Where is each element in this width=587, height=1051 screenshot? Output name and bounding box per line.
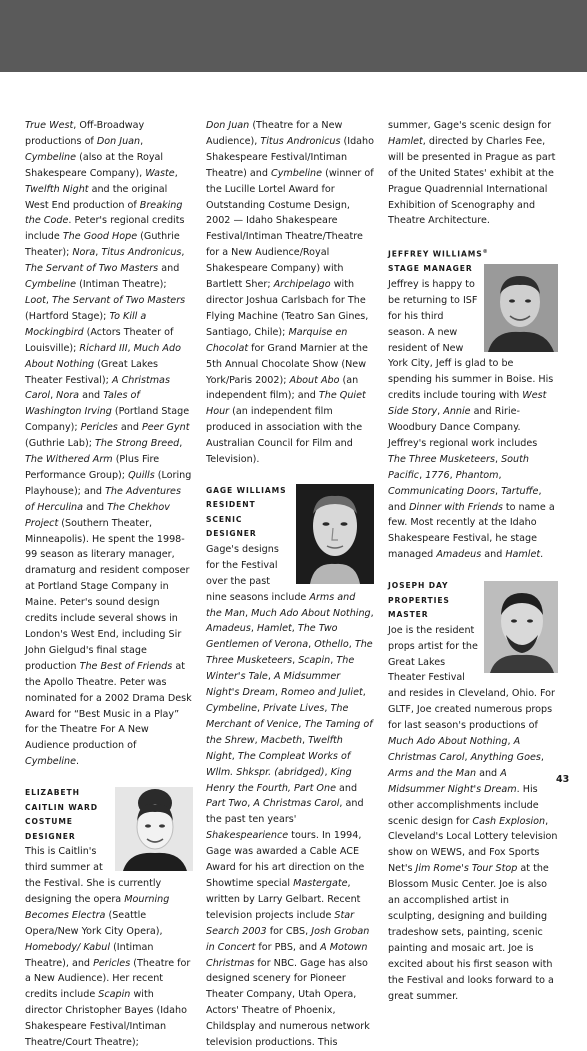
elizabeth-bio-continued — [206, 118, 374, 468]
bio-text-joseph — [388, 623, 558, 1005]
text-segment: . His other accomplishments include scenic design for — [388, 783, 539, 827]
text-segment: , — [267, 671, 274, 683]
text-segment: for PBS, and — [255, 941, 321, 953]
text-segment: . — [540, 549, 544, 561]
work-title: About Abo — [289, 374, 340, 386]
text-segment: and — [476, 767, 501, 779]
text-segment: (Seattle Opera/New York City Opera), — [25, 909, 163, 937]
work-title: Hamlet — [388, 135, 423, 147]
work-title: A Christmas Carol — [25, 374, 170, 402]
work-title: The Withered Arm — [25, 454, 113, 466]
text-segment: , — [494, 453, 502, 465]
work-title: Cymbeline — [271, 167, 323, 179]
bio-text-gage — [206, 542, 374, 1051]
work-title: Much Ado About Nothing — [251, 607, 371, 619]
headshot-photo-jeffrey — [484, 264, 558, 352]
text-segment: with director Joshua Carlsbach for The Flying Machine (Teatro San Gines, Santiago, Chile); — [206, 279, 369, 338]
text-segment: , — [302, 734, 309, 746]
work-title: West Side Story — [388, 390, 547, 418]
text-segment: to name a few. Most recently at the Idaho Shakespeare Festival, he stage managed — [388, 501, 555, 561]
work-title: Annie — [443, 406, 471, 418]
work-title: Twelfth Night — [206, 734, 343, 762]
work-title: True West — [25, 120, 74, 131]
work-title: Amadeus — [436, 549, 482, 561]
text-segment: (Great Lakes Theater Festival); — [25, 358, 159, 386]
text-segment: (Theatre for a New Audience). Her recent credits include — [25, 957, 191, 1001]
work-title: Nora — [56, 390, 80, 402]
work-title: Homebody/ Kabul — [25, 941, 111, 953]
text-segment: and Ririe-Woodbury Dance Company. Jeffrey's regional work includes — [388, 406, 538, 449]
work-title: Dinner with Friends — [409, 501, 503, 513]
text-segment: Joe is the resident props artist for the Great Lakes Theater Festival and resides in Cleveland, Ohio. For GLTF, Joe created numerous props for last season's productions of — [388, 624, 555, 732]
text-segment: , written by Larry Gelbart. Recent television projects include — [206, 877, 361, 921]
work-title: King Henry the Fourth, Part One — [206, 766, 352, 794]
work-title: Jim Rome's Tour Stop — [415, 863, 518, 875]
text-segment: , — [50, 390, 57, 402]
work-title: Part Two — [206, 798, 248, 810]
work-title: Don Juan — [96, 135, 141, 147]
work-title: Much Ado About Nothing — [25, 342, 181, 370]
work-title: The Winter's Tale — [206, 655, 355, 683]
work-title: Tartuffe — [501, 485, 539, 497]
headshot-photo-gage — [296, 484, 374, 584]
text-segment: , — [498, 469, 502, 481]
text-segment: , and — [388, 485, 542, 513]
bio-name-line1: ELIZABETH — [25, 788, 80, 798]
text-segment: summer, Gage's scenic design for — [388, 120, 552, 131]
text-segment: and — [79, 390, 104, 402]
text-segment: , — [324, 703, 331, 714]
bio-name: JOSEPH DAY — [388, 581, 449, 591]
work-title: Loot — [25, 294, 46, 306]
work-title: The Servant of Two Masters — [51, 294, 186, 306]
work-title: Macbeth — [260, 734, 303, 746]
text-segment: (Intiman Theatre); — [76, 279, 167, 291]
text-segment: , — [291, 623, 298, 635]
text-segment: , — [308, 639, 315, 651]
text-segment: and — [83, 501, 108, 513]
text-segment: , Cleveland's Local Lottery television show on WEWS, and Fox Sports Net's — [388, 815, 558, 875]
text-segment: , — [370, 607, 374, 619]
work-title: South Pacific — [388, 453, 529, 481]
text-segment: for Grand Marnier at the 5th Annual Chocolate Show (New York/Paris 2002); — [206, 342, 368, 386]
work-title: Marquise en Chocolat — [206, 326, 348, 354]
work-title: Pericles — [80, 422, 118, 434]
work-title: The Adventures of Herculina — [25, 485, 181, 513]
bio-text-elizabeth — [25, 844, 193, 1051]
work-title: Peer Gynt — [141, 422, 190, 434]
text-segment: (Theatre for a New Audience), — [206, 120, 343, 147]
work-title: Othello — [314, 639, 349, 651]
work-title: Cymbeline — [25, 151, 77, 163]
text-segment: , — [330, 655, 337, 667]
work-title: The Merchant of Venice — [206, 703, 349, 730]
text-segment: at the Blossom Music Center. Joe is also an accomplished artist in sculpting, designing and building tradeshow sets, painting, scenic painting and mosaic art. Joe is excited about his first season with the Festival and looks forward to a great summer. — [388, 863, 554, 1002]
work-title: Private Lives — [263, 703, 325, 714]
bio-role-line2: DESIGNER — [206, 529, 257, 539]
text-segment: , — [179, 438, 183, 450]
text-segment: , — [464, 751, 471, 763]
text-segment: , — [437, 406, 444, 418]
bio-name-line2: CAITLIN WARD — [25, 802, 98, 812]
text-segment: (Intiman Theatre), and — [25, 941, 154, 969]
headshot-photo-joseph — [484, 581, 558, 673]
work-title: The Three Musketeers — [206, 639, 373, 667]
text-segment: (Actors Theater of Louisville); — [25, 326, 174, 354]
peter-bio-continued — [25, 118, 193, 770]
work-title: Mourning Becomes Electra — [25, 893, 170, 921]
bio-role: STAGE MANAGER — [388, 264, 473, 274]
text-segment: , — [254, 734, 261, 746]
text-segment: (an independent film); and — [206, 374, 359, 402]
header-band — [0, 0, 587, 72]
text-segment: (Loring Playhouse); and — [25, 469, 192, 497]
text-segment: (also at the Royal Shakespeare Company), — [25, 151, 164, 179]
text-segment: , — [324, 766, 331, 778]
text-segment: , — [507, 736, 514, 748]
work-title: Arms and the Man — [206, 591, 356, 619]
text-segment: , — [540, 751, 544, 763]
work-title: The Taming of the Shrew — [206, 718, 373, 746]
column-2 — [206, 118, 374, 1051]
text-segment: , — [362, 687, 366, 699]
text-segment: (Hartford Stage); — [25, 310, 110, 322]
headshot-photo-elizabeth — [115, 787, 193, 871]
work-title: The Chekhov Project — [25, 501, 170, 529]
text-segment: , — [274, 687, 282, 699]
work-title: The Quiet Hour — [206, 390, 366, 418]
work-title: To Kill a Mockingbird — [25, 310, 147, 338]
work-title: Amadeus — [206, 623, 251, 635]
work-title: Phantom — [455, 469, 499, 481]
text-segment: and — [117, 422, 142, 434]
work-title: The Best of Friends — [79, 660, 173, 672]
work-title: Scapin — [98, 989, 131, 1001]
bio-role-line1: RESIDENT SCENIC — [206, 500, 256, 524]
text-segment: , — [257, 703, 264, 714]
bio-name: GAGE WILLIAMS — [206, 485, 287, 495]
text-segment: , Off-Broadway productions of — [25, 120, 145, 147]
work-title: Scapin — [298, 655, 331, 667]
work-title: A Christmas Carol — [388, 736, 521, 763]
work-title: The Strong Breed — [95, 438, 180, 450]
work-title: Cash Explosion — [472, 815, 546, 827]
text-segment: , — [140, 135, 144, 147]
work-title: Pericles — [93, 957, 131, 969]
bio-role: COSTUME DESIGNER — [25, 817, 76, 841]
text-segment: Jeffrey is happy to be returning to ISF for his third season. A new resident of New York City, Jeff is glad to be spending his summer in Boise. His credits include touring with — [388, 278, 554, 402]
text-segment: (winner of the Lucille Lortel Award for Outstanding Costume Design, 2002 — Idaho Shakespeare Festival/Intiman Theatre/Theatre for a New Audience/Royal Shakespeare Company) with Bartlett Sher; — [206, 167, 374, 291]
text-segment: , — [348, 639, 355, 651]
text-segment: (Southern Theater, Minneapolis). He spent the 1998-99 season as literary manager, dramaturg and resident composer at Portland Stage Company in Maine. Peter's sound design credits include several shows in London's West End, including Sir John Gielgud's final stage production — [25, 517, 190, 672]
text-segment: Gage's designs for the Festival over the past nine seasons include — [206, 543, 310, 603]
column-1 — [25, 118, 193, 1051]
text-segment: , — [292, 655, 299, 667]
bio-role: PROPERTIES MASTER — [388, 595, 450, 620]
work-title: Quills — [128, 469, 155, 481]
work-title: The Two Gentlemen of Verona — [206, 623, 338, 651]
work-title: Cymbeline — [25, 279, 77, 291]
text-segment: , — [245, 607, 252, 619]
text-segment: (Guthrie Theater); — [25, 231, 180, 259]
work-title: Hamlet — [256, 623, 292, 635]
work-title: Archipelago — [273, 279, 331, 291]
work-title: Josh Groban in Concert — [206, 925, 370, 953]
text-segment: , directed by Charles Fee, will be presented in Prague as part of the United States' exhibit at the Prague Quadrennial International Exhibition of Scenography and Theatre Architecture. — [388, 135, 556, 227]
work-title: A Midsummer Night's Dream — [206, 671, 341, 699]
work-title: Richard III — [79, 342, 128, 354]
work-title: Breaking the Code — [25, 199, 183, 227]
work-title: Anything Goes — [470, 751, 541, 763]
work-title: Don Juan — [206, 120, 250, 131]
text-segment: , — [250, 623, 257, 635]
text-segment: , — [127, 342, 134, 354]
column-3 — [388, 118, 558, 1004]
work-title: Tales of Washington Irving — [25, 390, 140, 418]
text-segment: , — [231, 750, 238, 762]
work-title: Hamlet — [505, 549, 541, 561]
work-title: 1776 — [425, 469, 450, 481]
text-segment: and — [158, 263, 180, 275]
text-segment: for CBS, — [266, 925, 312, 937]
text-segment: , — [174, 167, 178, 179]
text-segment: for NBC. Gage has also designed scenery for Pioneer Theater Company, Utah Opera, Actors' Theatre of Phoenix, Childsplay and numerous network television productions. This — [206, 957, 370, 1049]
text-segment: , — [95, 247, 102, 259]
work-title: The Compleat Works of Wllm. Shkspr. (abridged) — [206, 750, 351, 778]
text-segment: This is Caitlin's third summer at the Festival. She is currently designing the opera — [25, 846, 162, 905]
text-segment: at the Apollo Theatre. Peter was nominated for a 2002 Drama Desk Award for “Best Music in a Play” for the Theatre For A New Audience production of — [25, 660, 192, 752]
work-title: Arms and the Man — [388, 767, 477, 779]
text-segment: , — [419, 469, 426, 481]
text-segment: , — [494, 485, 502, 497]
gage-bio-continued — [388, 118, 558, 229]
text-segment: and — [481, 549, 506, 561]
text-segment: , — [45, 294, 52, 306]
text-segment: with director Christopher Bayes (Idaho Shakespeare Festival/Intiman Theatre/Court Theatre); — [25, 989, 187, 1049]
work-title: The Three Musketeers — [388, 453, 495, 465]
work-title: A Midsummer Night's Dream — [388, 767, 517, 795]
work-title: A Motown Christmas — [206, 941, 368, 969]
work-title: A Christmas Carol — [253, 798, 340, 810]
work-title: Mastergate — [293, 877, 348, 889]
work-title: The Servant of Two Masters — [25, 263, 159, 275]
text-segment: (Portland Stage Company); — [25, 406, 190, 434]
bio-name-jeffrey: JEFFREY WILLIAMS® — [388, 249, 488, 259]
text-segment: . — [76, 756, 80, 768]
text-segment: , — [247, 798, 254, 810]
text-segment: (an independent film produced in association with the Australian Council for Film and Television). — [206, 406, 363, 466]
bio-elizabeth-caitlin-ward — [25, 786, 193, 1051]
page-number: 43 — [556, 774, 570, 785]
work-title: Titus Andronicus — [260, 135, 341, 147]
text-segment: . Peter's regional credits include — [25, 215, 185, 243]
work-title: The Good Hope — [62, 231, 138, 243]
bio-gage-williams — [206, 484, 374, 1051]
work-title: Cymbeline — [206, 703, 258, 714]
text-segment: (Guthrie Lab); — [25, 438, 95, 450]
text-segment: tours. In 1994, Gage was awarded a Cable ACE Award for his art direction on the Showtime special — [206, 830, 365, 889]
text-segment: and — [335, 782, 358, 794]
text-segment: and the original West End production of — [25, 183, 168, 211]
work-title: Romeo and Juliet — [281, 687, 363, 699]
text-segment: , — [298, 718, 305, 730]
text-segment: (Idaho Shakespeare Festival/Intiman Theatre) and — [206, 135, 375, 179]
work-title: Much Ado About Nothing — [388, 736, 508, 748]
text-segment: (Plus Fire Performance Group); — [25, 454, 160, 481]
work-title: Shakespearience — [206, 830, 289, 842]
work-title: Star Search 2003 — [206, 909, 355, 937]
text-segment: , and the past ten years' — [206, 798, 364, 826]
text-segment: , — [181, 247, 185, 259]
work-title: Communicating Doors — [388, 485, 495, 497]
work-title: Nora — [72, 247, 96, 259]
bio-jeffrey-williams — [388, 245, 558, 563]
bio-joseph-day — [388, 579, 558, 1004]
work-title: Titus Andronicus — [101, 247, 182, 259]
work-title: Waste — [145, 167, 175, 179]
text-segment: , — [449, 469, 456, 481]
work-title: Twelfth Night — [25, 183, 89, 195]
work-title: Cymbeline — [25, 756, 77, 768]
